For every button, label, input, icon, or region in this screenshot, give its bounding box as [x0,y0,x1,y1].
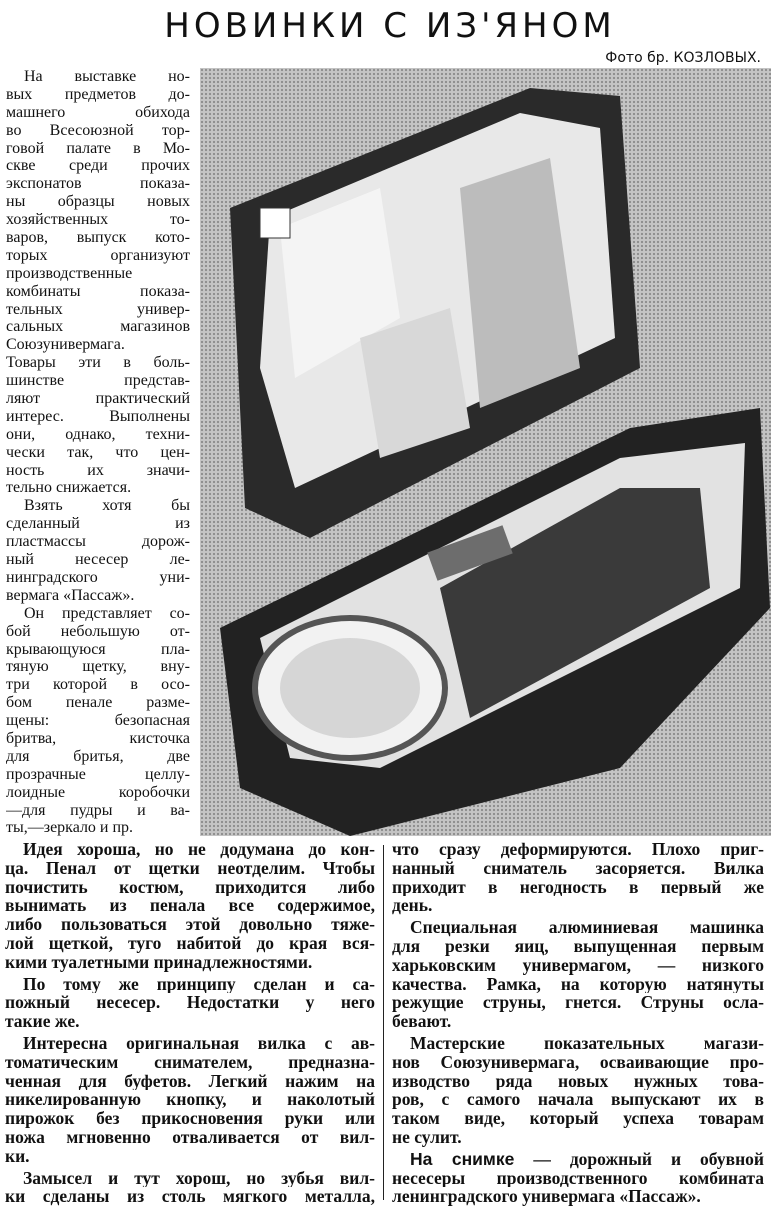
text-line: они, однако, техни- [6,425,190,443]
text-line: таком виде, который успеха товарам [392,1109,764,1128]
text-line: ляют практический [6,390,190,408]
text-line: режущие струны, гнется. Струны осла- [392,993,764,1013]
text-line: лоидные коробочки [6,783,190,801]
paragraph [5,1034,375,1166]
paragraph [392,840,764,915]
text-line: прозрачные целлу- [6,765,190,783]
photo-credit: Фото бр. КОЗЛОВЫХ. [605,50,761,66]
text-line: ножа мгновенно отваливается от вил- [5,1127,375,1147]
caption-line [392,1150,764,1169]
text-line: Он представляет со- [24,604,190,622]
text-line: такие же. [5,1012,80,1031]
text-line: бевают. [392,1012,452,1031]
text-line: пирожок без прикосновения руки или [5,1109,375,1128]
paragraph [5,840,375,972]
text-line: изводство ряда новых нужных това- [392,1071,764,1091]
text-line: скве среди прочих [6,157,190,175]
text-line: нинградского уни- [6,568,190,586]
text-line: нанный сниматель засоряется. Вилка [392,858,764,878]
photo-caption [392,1150,764,1206]
text-line: На выставке но- [24,68,190,85]
text-line: нов Союзунивермага, осваивающие про- [392,1052,764,1072]
text-line: Идея хороша, но не додумана до кон- [23,840,375,859]
text-line: кими туалетными принадлежностями. [5,952,313,972]
text-line: Союзунивермага. [6,336,125,354]
text-line: ки сделаны из столь мягкого металла, [5,1187,375,1207]
text-line: интерес. Выполнены [6,407,190,425]
text-line: лой щеткой, туго набитой до края вся- [5,933,375,953]
text-line: Мастерские показательных магази- [410,1033,764,1053]
text-line: для бритья, две [6,747,190,765]
paragraph [5,975,375,1031]
text-line: По тому же принципу сделан и са- [23,974,375,994]
text-line: бритва, кисточка [6,729,190,747]
text-line: ченная для буфетов. Легкий нажим на [5,1071,375,1091]
text-line: качества. Рамка, на которую натянуты [392,974,764,994]
text-line: варов, выпуск кото- [6,229,190,247]
text-line: торых организуют [6,246,190,264]
text-line: вых предметов до- [6,85,190,103]
text-line: Замысел и тут хорош, но зубья вил- [23,1168,375,1188]
text-line: три которой в осо- [6,676,190,694]
text-line: томатическим снимателем, предназна- [5,1052,375,1072]
caption-line: несесеры производственного комбината [392,1168,764,1188]
text-line: говой палате в Мо- [6,139,190,157]
text-line: Товары эти в боль- [6,354,190,372]
text-line: шинстве представ- [6,372,190,390]
text-line: вермага «Пассаж». [6,586,135,604]
text-line: хозяйственных то- [6,211,190,229]
text-line: пожный несесер. Недостатки у него [5,993,375,1013]
text-line: бой небольшую от- [6,622,190,640]
caption-line: ленинградского универмага «Пассаж». [392,1187,701,1207]
text-line: экспонатов показа- [6,175,190,193]
caption-lead: На снимке [410,1149,515,1169]
text-line: —для пудры и ва- [6,801,190,819]
text-line: тельных универ- [6,300,190,318]
right-bottom-column [392,840,764,1209]
text-line: Интересна оригинальная вилка с ав- [23,1033,375,1053]
text-line: либо пользоваться этой довольно тяже- [5,915,375,934]
text-line: ца. Пенал от щетки неотделим. Чтобы [5,858,375,878]
text-line: сальных магазинов [6,318,190,336]
text-line: чески так, что цен- [6,443,190,461]
text-line: не сулит. [392,1127,462,1147]
text-line: ны образцы новых [6,193,190,211]
text-line: щены: безопасная [6,712,190,730]
caption-text: — дорожный и обувной [514,1149,764,1169]
text-line: ров, с самого начала выпускают их в [392,1090,764,1110]
text-line: ки. [5,1146,30,1166]
text-line: ты,—зеркало и пр. [6,819,134,837]
text-line: машнего обихода [6,103,190,121]
text-line: сделанный из [6,515,190,533]
text-line: во Всесоюзной тор- [6,121,190,139]
text-line: бом пенале разме- [6,694,190,712]
text-line: Специальная алюминиевая машинка [410,918,764,937]
text-line: никелированную кнопку, и наколотый [5,1090,375,1110]
text-line: что сразу деформируются. Плохо приг- [392,840,764,859]
text-line: пластмассы дорож- [6,533,190,551]
text-line: Взять хотя бы [24,497,190,515]
left-bottom-column [5,840,375,1209]
text-line: для резки яиц, выпущенная первым [392,936,764,956]
text-line: харьковским универмагом, — низкого [392,955,764,975]
text-line: производственные [6,264,133,282]
text-line: почистить костюм, приходится либо [5,877,375,897]
paragraph [392,918,764,1031]
paragraph [392,1034,764,1147]
text-line: тельно снижается. [6,479,132,497]
text-line: приходит в негодность в первый же [392,877,764,897]
text-line: ность их значи- [6,461,190,479]
text-line: тяную щетку, вну- [6,658,190,676]
article-title: НОВИНКИ С ИЗ'ЯНОМ [164,6,616,46]
text-line: ный несесер ле- [6,551,190,569]
text-line: день. [392,896,433,916]
paragraph [5,1169,375,1207]
photo-travel-kits [200,68,771,836]
column-divider [383,845,384,1200]
narrow-text-column [6,68,190,837]
text-line: вынимать из пенала все содержимое, [5,896,375,916]
text-line: комбинаты показа- [6,282,190,300]
text-line: крывающуюся пла- [6,640,190,658]
